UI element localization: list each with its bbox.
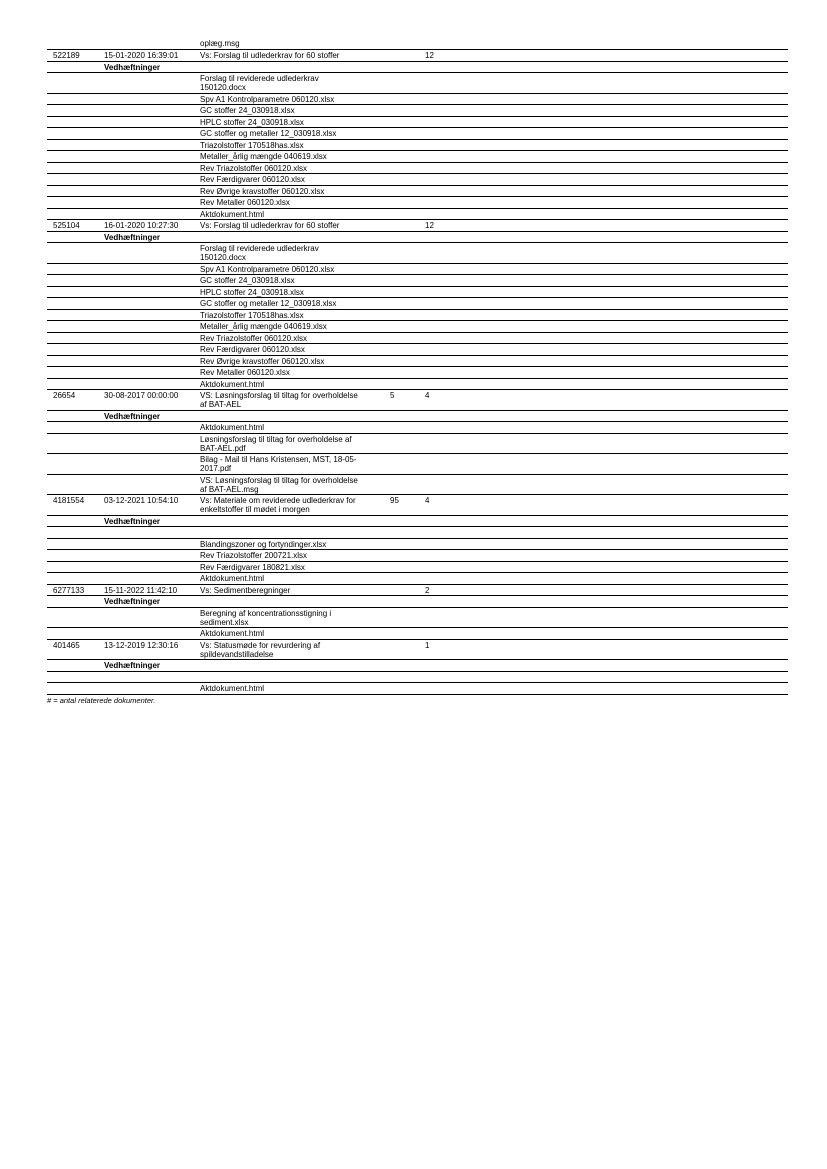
record-id: 6277133 [53, 585, 85, 595]
record-id: 522189 [53, 51, 80, 60]
attachment-row [47, 333, 788, 345]
attachment-row [47, 151, 788, 163]
attachment-row [47, 287, 788, 299]
record-title: Vs: Forslag til udlederkrav for 60 stoffer [200, 221, 340, 230]
attachment-row [47, 454, 788, 475]
attachment-name: HPLC stoffer 24_030918.xlsx [200, 117, 304, 127]
attachment-name: Aktdokument.html [200, 379, 265, 389]
record-date: 03-12-2021 10:54:10 [104, 496, 179, 505]
attachment-row [47, 367, 788, 379]
attachment-name: Rev Triazolstoffer 060120.xlsx [200, 333, 308, 343]
record-count-a: 5 [390, 391, 395, 400]
record-id: 401465 [53, 640, 80, 650]
record-date: 15-11-2022 11:42:10 [104, 585, 178, 595]
record-id: 26654 [53, 391, 76, 400]
attachment-name: VS: Løsningsforslag til tiltag for overholdelse af BAT-AEL.msg [200, 475, 358, 494]
attachment-row [47, 243, 788, 264]
record-title: Vs: Materiale om reviderede udlederkrav for enkeltstoffer til mødet i morgen [200, 496, 356, 514]
attachment-name: Rev Triazolstoffer 060120.xlsx [200, 163, 308, 173]
footnote: # = antal relaterede dokumenter. [47, 696, 156, 705]
attachment-name: HPLC stoffer 24_030918.xlsx [200, 287, 304, 297]
attachment-row [47, 539, 788, 551]
document-table [47, 38, 788, 695]
attachment-row [47, 344, 788, 356]
attachment-name: GC stoffer 24_030918.xlsx [200, 276, 295, 285]
attachment-row [47, 73, 788, 94]
attachment-name: Aktdokument.html [200, 574, 265, 583]
attachments-label: Vedhæftninger [104, 597, 161, 606]
record-count-a: 95 [390, 496, 399, 505]
attachment-row [47, 379, 788, 391]
attachments-label: Vedhæftninger [104, 516, 161, 526]
attachment-row [47, 209, 788, 221]
attachment-name: Aktdokument.html [200, 209, 265, 219]
attachments-label: Vedhæftninger [104, 661, 161, 670]
attachments-label: Vedhæftninger [104, 62, 161, 72]
record-title: Vs: Forslag til udlederkrav for 60 stoffer [200, 51, 340, 60]
attachment-row [47, 356, 788, 368]
record-row [47, 50, 788, 62]
attachment-row [47, 527, 788, 539]
attachments-header-row [47, 516, 788, 528]
attachment-name: Bilag - Mail til Hans Kristensen, MST, 18-05- 2017.pdf [200, 455, 357, 473]
record-id: 4181554 [53, 496, 85, 505]
attachment-row [47, 105, 788, 117]
attachment-name: Forslag til reviderede udlederkrav 150120.docx [200, 74, 319, 92]
attachments-header-row [47, 596, 788, 608]
attachment-row [47, 434, 788, 455]
table-row [47, 38, 788, 50]
attachment-row [47, 298, 788, 310]
attachment-name: Rev Triazolstoffer 200721.xlsx [200, 551, 308, 560]
attachment-row [47, 275, 788, 287]
record-date: 30-08-2017 00:00:00 [104, 391, 179, 400]
attachment-row [47, 608, 788, 629]
attachment-name: Rev Færdigvarer 060120.xlsx [200, 345, 305, 354]
attachments-header-row [47, 62, 788, 74]
record-row [47, 220, 788, 232]
attachment-row [47, 550, 788, 562]
attachments-label: Vedhæftninger [104, 232, 161, 242]
attachment-name: Triazolstoffer 170518has.xlsx [200, 310, 304, 320]
attachment-name: oplæg.msg [200, 39, 240, 48]
attachment-name: Metaller_årlig mængde 040619.xlsx [200, 322, 327, 331]
record-count-b: 12 [425, 221, 434, 230]
attachment-row [47, 422, 788, 434]
attachment-name: GC stoffer og metaller 12_030918.xlsx [200, 129, 337, 138]
attachment-row [47, 163, 788, 175]
record-count-b: 12 [425, 51, 434, 60]
record-count-b: 4 [425, 391, 430, 400]
attachment-name: Beregning af koncentrationsstigning i sediment.xlsx [200, 608, 332, 627]
record-id: 525104 [53, 221, 80, 230]
attachment-name: Rev Metaller 060120.xlsx [200, 198, 290, 207]
attachment-name: Aktdokument.html [200, 629, 265, 638]
attachments-header-row [47, 232, 788, 244]
record-date: 16-01-2020 10:27:30 [104, 221, 179, 230]
attachment-row [47, 128, 788, 140]
record-title: VS: Løsningsforslag til tiltag for overholdelse af BAT-AEL [200, 391, 358, 409]
attachment-row [47, 562, 788, 574]
attachment-row [47, 672, 788, 684]
attachment-row [47, 310, 788, 322]
attachment-row [47, 321, 788, 333]
record-title: Vs: Statusmøde for revurdering af spildevandstilladelse [200, 640, 321, 659]
attachments-header-row [47, 411, 788, 423]
records-list [47, 50, 788, 695]
record-count-b: 4 [425, 496, 430, 505]
attachment-row [47, 628, 788, 640]
attachment-name: Blandingszoner og fortyndinger.xlsx [200, 539, 327, 549]
attachment-name: Rev Metaller 060120.xlsx [200, 368, 290, 377]
attachment-row [47, 117, 788, 129]
attachment-name: Løsningsforslag til tiltag for overholdelse af BAT-AEL.pdf [200, 434, 352, 453]
attachment-name: GC stoffer 24_030918.xlsx [200, 106, 295, 115]
attachment-name: Forslag til reviderede udlederkrav 150120.docx [200, 244, 319, 262]
attachments-label: Vedhæftninger [104, 411, 161, 421]
attachment-row [47, 264, 788, 276]
attachment-name: Metaller_årlig mængde 040619.xlsx [200, 152, 327, 161]
record-title: Vs: Sedimentberegninger [200, 585, 291, 595]
attachment-name: Spv A1 Kontrolparametre 060120.xlsx [200, 264, 335, 274]
record-count-b: 2 [425, 585, 430, 595]
record-count-b: 1 [425, 640, 430, 650]
attachment-name: Rev Øvrige kravstoffer 060120.xlsx [200, 356, 325, 366]
record-row [47, 640, 788, 661]
attachment-row [47, 683, 788, 695]
record-row [47, 390, 788, 411]
attachment-name: Rev Færdigvarer 180821.xlsx [200, 562, 305, 572]
attachment-name: Triazolstoffer 170518has.xlsx [200, 140, 304, 150]
attachment-name: Aktdokument.html [200, 423, 265, 432]
record-row [47, 495, 788, 516]
attachment-row [47, 573, 788, 585]
attachment-row [47, 140, 788, 152]
attachment-row [47, 197, 788, 209]
record-date: 13-12-2019 12:30:16 [104, 640, 179, 650]
record-row [47, 585, 788, 597]
attachment-name: GC stoffer og metaller 12_030918.xlsx [200, 299, 337, 308]
attachment-row [47, 475, 788, 496]
record-date: 15-01-2020 16:39:01 [104, 51, 179, 60]
attachment-row [47, 186, 788, 198]
attachment-row [47, 174, 788, 186]
attachment-name: Spv A1 Kontrolparametre 060120.xlsx [200, 94, 335, 104]
attachment-row [47, 94, 788, 106]
attachment-name: Aktdokument.html [200, 684, 265, 693]
attachment-name: Rev Færdigvarer 060120.xlsx [200, 175, 305, 184]
attachment-name: Rev Øvrige kravstoffer 060120.xlsx [200, 186, 325, 196]
attachments-header-row [47, 660, 788, 672]
